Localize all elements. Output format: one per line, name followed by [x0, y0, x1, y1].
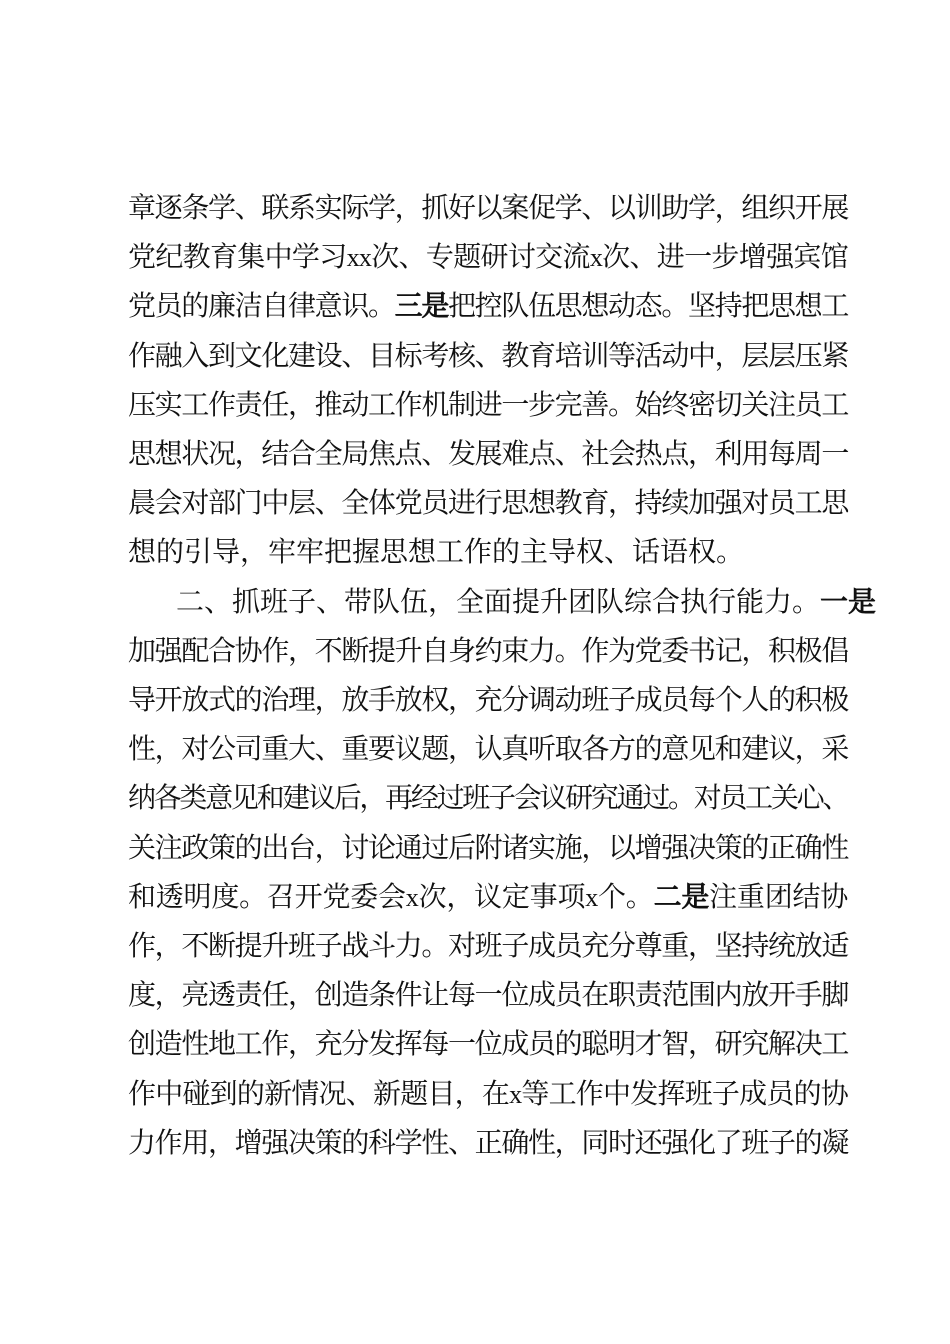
text-run: 作，不断提升班子战斗力。对班子成员充分尊重，坚持统放适	[128, 929, 849, 962]
text-run: 想的引导，牢牢把握思想工作的主导权、话语权。	[128, 535, 745, 569]
text-run: 把控队伍思想动态。坚持把思想工	[448, 289, 849, 323]
text-run: x	[585, 882, 599, 912]
text-line	[128, 1069, 848, 1118]
text-line	[128, 773, 848, 822]
text-run: 晨会对部门中层、全体党员进行思想教育，持续加强对员工思	[128, 486, 849, 520]
text-run: 性，对公司重大、重要议题，认真听取各方的意见和建议，采	[128, 732, 849, 766]
text-run: 和透明度。召开党委会	[128, 879, 406, 913]
text-line	[128, 823, 848, 872]
text-run: 次，议定事项	[418, 879, 586, 913]
text-line	[176, 577, 896, 626]
text-line	[128, 331, 848, 380]
text-line	[128, 1118, 848, 1167]
text-run: x	[589, 243, 603, 273]
text-run: 个。	[598, 879, 654, 913]
bold-lead-phrase: 一是	[820, 584, 877, 618]
text-line	[128, 675, 848, 724]
text-line	[128, 183, 848, 232]
text-run: 度，亮透责任，创造条件让每一位成员在职责范围内放开手脚	[128, 978, 849, 1012]
text-line	[128, 380, 848, 429]
text-line	[128, 921, 848, 970]
text-line	[128, 281, 848, 330]
text-line	[128, 724, 848, 773]
text-run: xx	[346, 243, 372, 273]
text-run: 次、专题研讨交流	[371, 240, 590, 274]
text-run: 党纪教育集中学习	[128, 240, 347, 274]
text-line	[128, 527, 848, 576]
bold-lead-phrase: 三是	[394, 289, 449, 323]
text-run: 思想状况，结合全局焦点、发展难点、社会热点，利用每周一	[128, 437, 849, 470]
text-run: 二、抓班子、带队伍，全面提升团队综合执行能力。	[176, 584, 821, 618]
text-line	[128, 872, 848, 921]
text-run: x	[405, 882, 419, 912]
text-line	[128, 1019, 848, 1068]
text-run: 章逐条学、联系实际学，抓好以案促学、以训助学，组织开展	[128, 191, 849, 224]
text-run: 纳各类意见和建议后，再经过班子会议研究通过。对员工关心、	[128, 781, 849, 815]
text-run: 力作用，增强决策的科学性、正确性，同时还强化了班子的凝	[128, 1125, 849, 1159]
text-run: 加强配合协作，不断提升自身约束力。作为党委书记，积极倡	[128, 633, 849, 667]
text-line	[128, 626, 848, 675]
text-run: 作中碰到的新情况、新题目，在	[128, 1076, 510, 1110]
text-run: 次、进一步增强宾馆	[602, 240, 849, 274]
text-line	[128, 429, 848, 478]
text-run: 作融入到文化建设、目标考核、教育培训等活动中，层层压紧	[128, 338, 849, 372]
text-run: 等工作中发挥班子成员的协	[521, 1076, 849, 1110]
text-run: 压实工作责任，推动工作机制进一步完善。始终密切关注员工	[128, 387, 849, 421]
text-line	[128, 478, 848, 527]
text-line	[128, 970, 848, 1019]
text-run: 导开放式的治理，放手放权，充分调动班子成员每个人的积极	[128, 683, 849, 716]
text-run: 注重团结协	[709, 879, 849, 913]
text-line	[128, 232, 848, 281]
bold-lead-phrase: 二是	[653, 879, 710, 913]
text-run: x	[509, 1079, 522, 1109]
text-run: 关注政策的出台，讨论通过后附诸实施，以增强决策的正确性	[128, 830, 849, 864]
text-run: 党员的廉洁自律意识。	[128, 289, 395, 323]
text-run: 创造性地工作，充分发挥每一位成员的聪明才智，研究解决工	[128, 1027, 849, 1061]
